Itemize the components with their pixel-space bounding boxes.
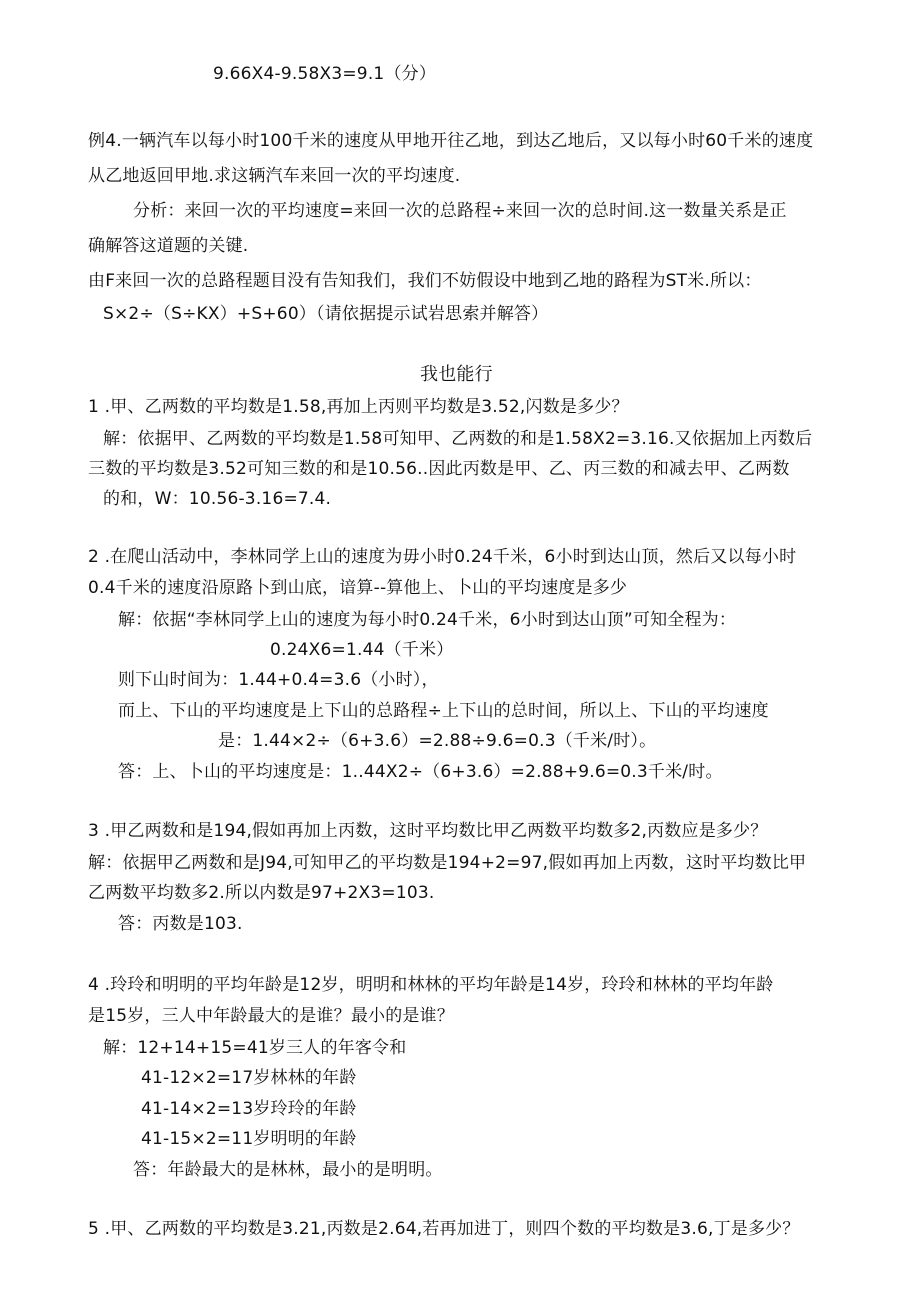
problem1-question: 1 .甲、乙两数的平均数是1.58,再加上丙则平均数是3.52,闪数是多少？ [88,397,629,417]
problem4-conclusion: 答：年龄最大的是林林，最小的是明明。 [133,1160,443,1180]
problem5-question: 5 .甲、乙两数的平均数是3.21,丙数是2.64,若再加进丁，则四个数的平均数是3.6,丁是多少？ [88,1219,800,1239]
problem4-question-line2: 是15岁，三人中年龄最大的是谁？最小的是谁？ [88,1006,455,1026]
problem2-answer-line1: 解：依据“李林同学上山的速度为每小时0.24千米，6小时到达山顶”可知全程为： [118,610,737,630]
problem3-answer-line1: 解：依据甲乙两数和是J94,可知甲乙的平均数是194+2=97,假如再加上丙数，这时平均数比甲 [88,853,807,873]
problem3-question: 3 .甲乙两数和是194,假如再加上丙数，这时平均数比甲乙两数平均数多2,丙数应是多少？ [88,821,768,841]
problem2-conclusion: 答：上、卜山的平均速度是：1..44X2÷（6+3.6）=2.88+9.6=0.3千米/时。 [118,762,723,782]
top-formula: 9.66X4-9.58X3=9.1（分） [213,64,437,84]
problem4-question-line1: 4 .玲玲和明明的平均年龄是12岁，明明和林林的平均年龄是14岁，玲玲和林林的平均年龄 [88,975,774,995]
problem2-answer-line3: 则下山时间为：1.44+0.4=3.6（小时）， [118,670,439,690]
problem2-question-line2: 0.4千米的速度沿原路卜到山底，谙算--算他上、卜山的平均速度是多少 [88,578,628,598]
example4-formula: S×2÷（S÷KX）+S+60）（请依据提示试岩思索并解答） [103,304,549,324]
problem4-answer-line2: 41-12×2=17岁林林的年龄 [141,1068,357,1088]
problem2-question-line1: 2 .在爬山活动中，李林同学上山的速度为毋小时0.24千米，6小时到达山顶，然后又以每小时 [88,547,797,567]
problem3-answer-line2: 乙两数平均数多2.所以内数是97+2X3=103. [88,883,435,903]
problem2-answer-line4: 而上、下山的平均速度是上下山的总路程÷上下山的总时间，所以上、下山的平均速度 [118,701,769,721]
problem1-answer-line1: 解：依据甲、乙两数的平均数是1.58可知甲、乙两数的和是1.58X2=3.16.又依据加上丙数后 [103,429,813,449]
problem1-answer-line2: 三数的平均数是3.52可知三数的和是10.56..因此丙数是甲、乙、丙三数的和减去甲、乙两数 [88,459,790,479]
problem2-answer-line2: 0.24X6=1.44（千米） [270,640,454,660]
problem1-answer-line3: 的和，W：10.56-3.16=7.4. [103,489,332,509]
example4-line1: 例4.一辆汽车以每小时100千米的速度从甲地开往乙地，到达乙地后，又以每小时60千米的速度 [88,131,814,151]
section-title: 我也能行 [420,364,493,385]
problem2-answer-line5: 是：1.44×2÷（6+3.6）=2.88÷9.6=0.3（千米/时）。 [218,731,657,751]
example4-line2: 从乙地返回甲地.求这辆汽车来回一次的平均速度. [88,166,461,186]
example4-analysis-line1: 分析：来回一次的平均速度=来回一次的总路程÷来回一次的总时间.这一数量关系是正 [133,201,787,221]
problem4-answer-line4: 41-15×2=11岁明明的年龄 [141,1129,357,1149]
example4-analysis-line2: 确解答这道题的关键. [88,236,249,256]
example4-analysis-line3: 由F来回一次的总路程题目没有告知我们，我们不妨假设中地到乙地的路程为ST米.所以： [88,271,762,291]
problem4-answer-line3: 41-14×2=13岁玲玲的年龄 [141,1099,357,1119]
problem3-conclusion: 答：丙数是103. [118,914,243,934]
problem4-answer-line1: 解：12+14+15=41岁三人的年客令和 [103,1038,407,1058]
